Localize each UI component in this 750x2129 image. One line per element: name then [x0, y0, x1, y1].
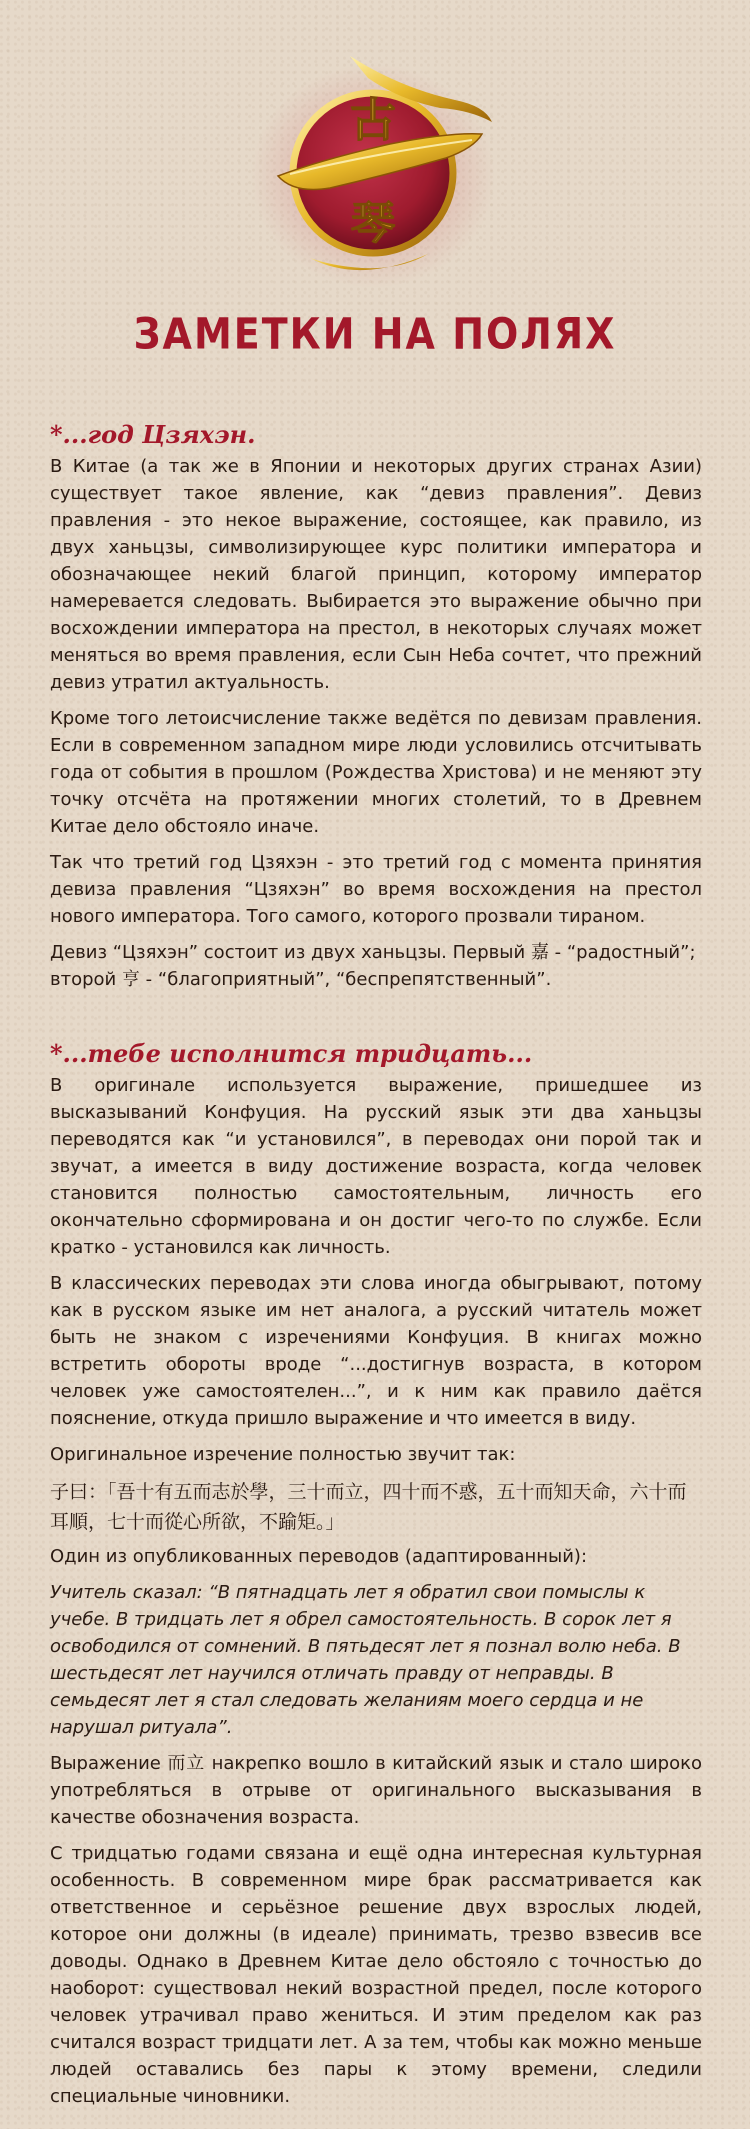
- confucius-quote-translation: Учитель сказал: “В пятнадцать лет я обратил свои помыслы к учебе. В тридцать лет я обрел самостоятельность. В сорок лет я освободился от сомнений. В пятьдесят лет я познал волю неба. В шестьдесят лет научился отличать правду от неправды. В семьдесят лет я стал следовать желаниям моего сердца и не нарушал ритуала”.: [50, 1582, 681, 1738]
- note-paragraph: С тридцатью годами связана и ещё одна интересная культурная особенность. В современном мире брак рассматривается как ответственное и серьёзное решение двух взрослых людей, которое они должны (в идеале) принимать, трезво взвесив все доводы. Однако в Древнем Китае дело обстояло с точностью до наоборот: существовал некий возрастной предел, после которого человек утрачивал право жениться. И этим пределом как раз считался возраст тридцати лет. А за тем, чтобы как можно меньше людей оставались без пары к этому времени, следили специальные чиновники.: [50, 1843, 702, 2107]
- note-paragraph: Выражение 而立 накрепко вошло в китайский язык и стало широко употребляться в отрыве от оригинального высказывания в качестве обозначения возраста.: [50, 1753, 702, 1828]
- notes-content: [50, 420, 702, 2119]
- guqin-logo: [250, 48, 500, 288]
- note-heading: *...год Цзяхэн.: [50, 420, 256, 449]
- page-title: ЗАМЕТКИ НА ПОЛЯХ: [133, 309, 617, 359]
- note-jiaheng: [50, 420, 702, 993]
- note-paragraph: Оригинальное изречение полностью звучит так:: [50, 1444, 516, 1465]
- note-thirty: [50, 1039, 702, 2110]
- note-paragraph: Так что третий год Цзяхэн - это третий год с момента принятия девиза правления “Цзяхэн” во время восхождения на престол нового императора. Того самого, которого прозвали тираном.: [50, 852, 702, 927]
- logo-glyph-top: 古: [350, 93, 396, 147]
- translation-intro: Один из опубликованных переводов (адаптированный):: [50, 1546, 588, 1567]
- logo-glyph-bottom: 琴: [351, 198, 395, 249]
- note-paragraph: В классических переводах эти слова иногда обыгрывают, потому как в русском языке им нет аналога, а русский читатель может быть не знаком с изречениями Конфуция. В книгах можно встретить обороты вроде “...достигнув возраста, в котором человек уже самостоятелен...”, и к ним как правило даётся пояснение, откуда пришло выражение и что имеется в виду.: [50, 1273, 702, 1429]
- note-paragraph: В оригинале используется выражение, пришедшее из высказываний Конфуция. На русский язык эти два ханьцзы переводятся как “и установился”, в переводах они порой так и звучат, а имеется в виду достижение возраста, когда человек становится полностью самостоятельным, личность его окончательно сформирована и он достиг чего-то по службе. Если кратко - установился как личность.: [50, 1075, 702, 1258]
- confucius-quote-chinese: 子曰：「吾十有五而志於學，三十而立，四十而不惑，五十而知天命，六十而耳順，七十而從心所欲，不踰矩。」: [50, 1481, 687, 1533]
- note-paragraph: Девиз “Цзяхэн” состоит из двух ханьцзы. Первый 嘉 - “радостный”; второй 亨 - “благоприятный”, “беспрепятственный”.: [50, 942, 696, 990]
- note-paragraph: В Китае (а так же в Японии и некоторых других странах Азии) существует такое явление, как “девиз правления”. Девиз правления - это некое выражение, состоящее, как правило, из двух ханьцзы, символизирующее курс политики императора и обозначающее некий благой принцип, которому император намеревается следовать. Выбирается это выражение обычно при восхождении императора на престол, в некоторых случаях может меняться во время правления, если Сын Неба сочтет, что прежний девиз утратил актуальность.: [50, 456, 702, 693]
- note-heading: *...тебе исполнится тридцать...: [50, 1039, 533, 1068]
- note-paragraph: Кроме того летоисчисление также ведётся по девизам правления. Если в современном западном мире люди условились отсчитывать года от события в прошлом (Рождества Христова) и не меняют эту точку отсчёта на протяжении многих столетий, то в Древнем Китае дело обстояло иначе.: [50, 708, 702, 837]
